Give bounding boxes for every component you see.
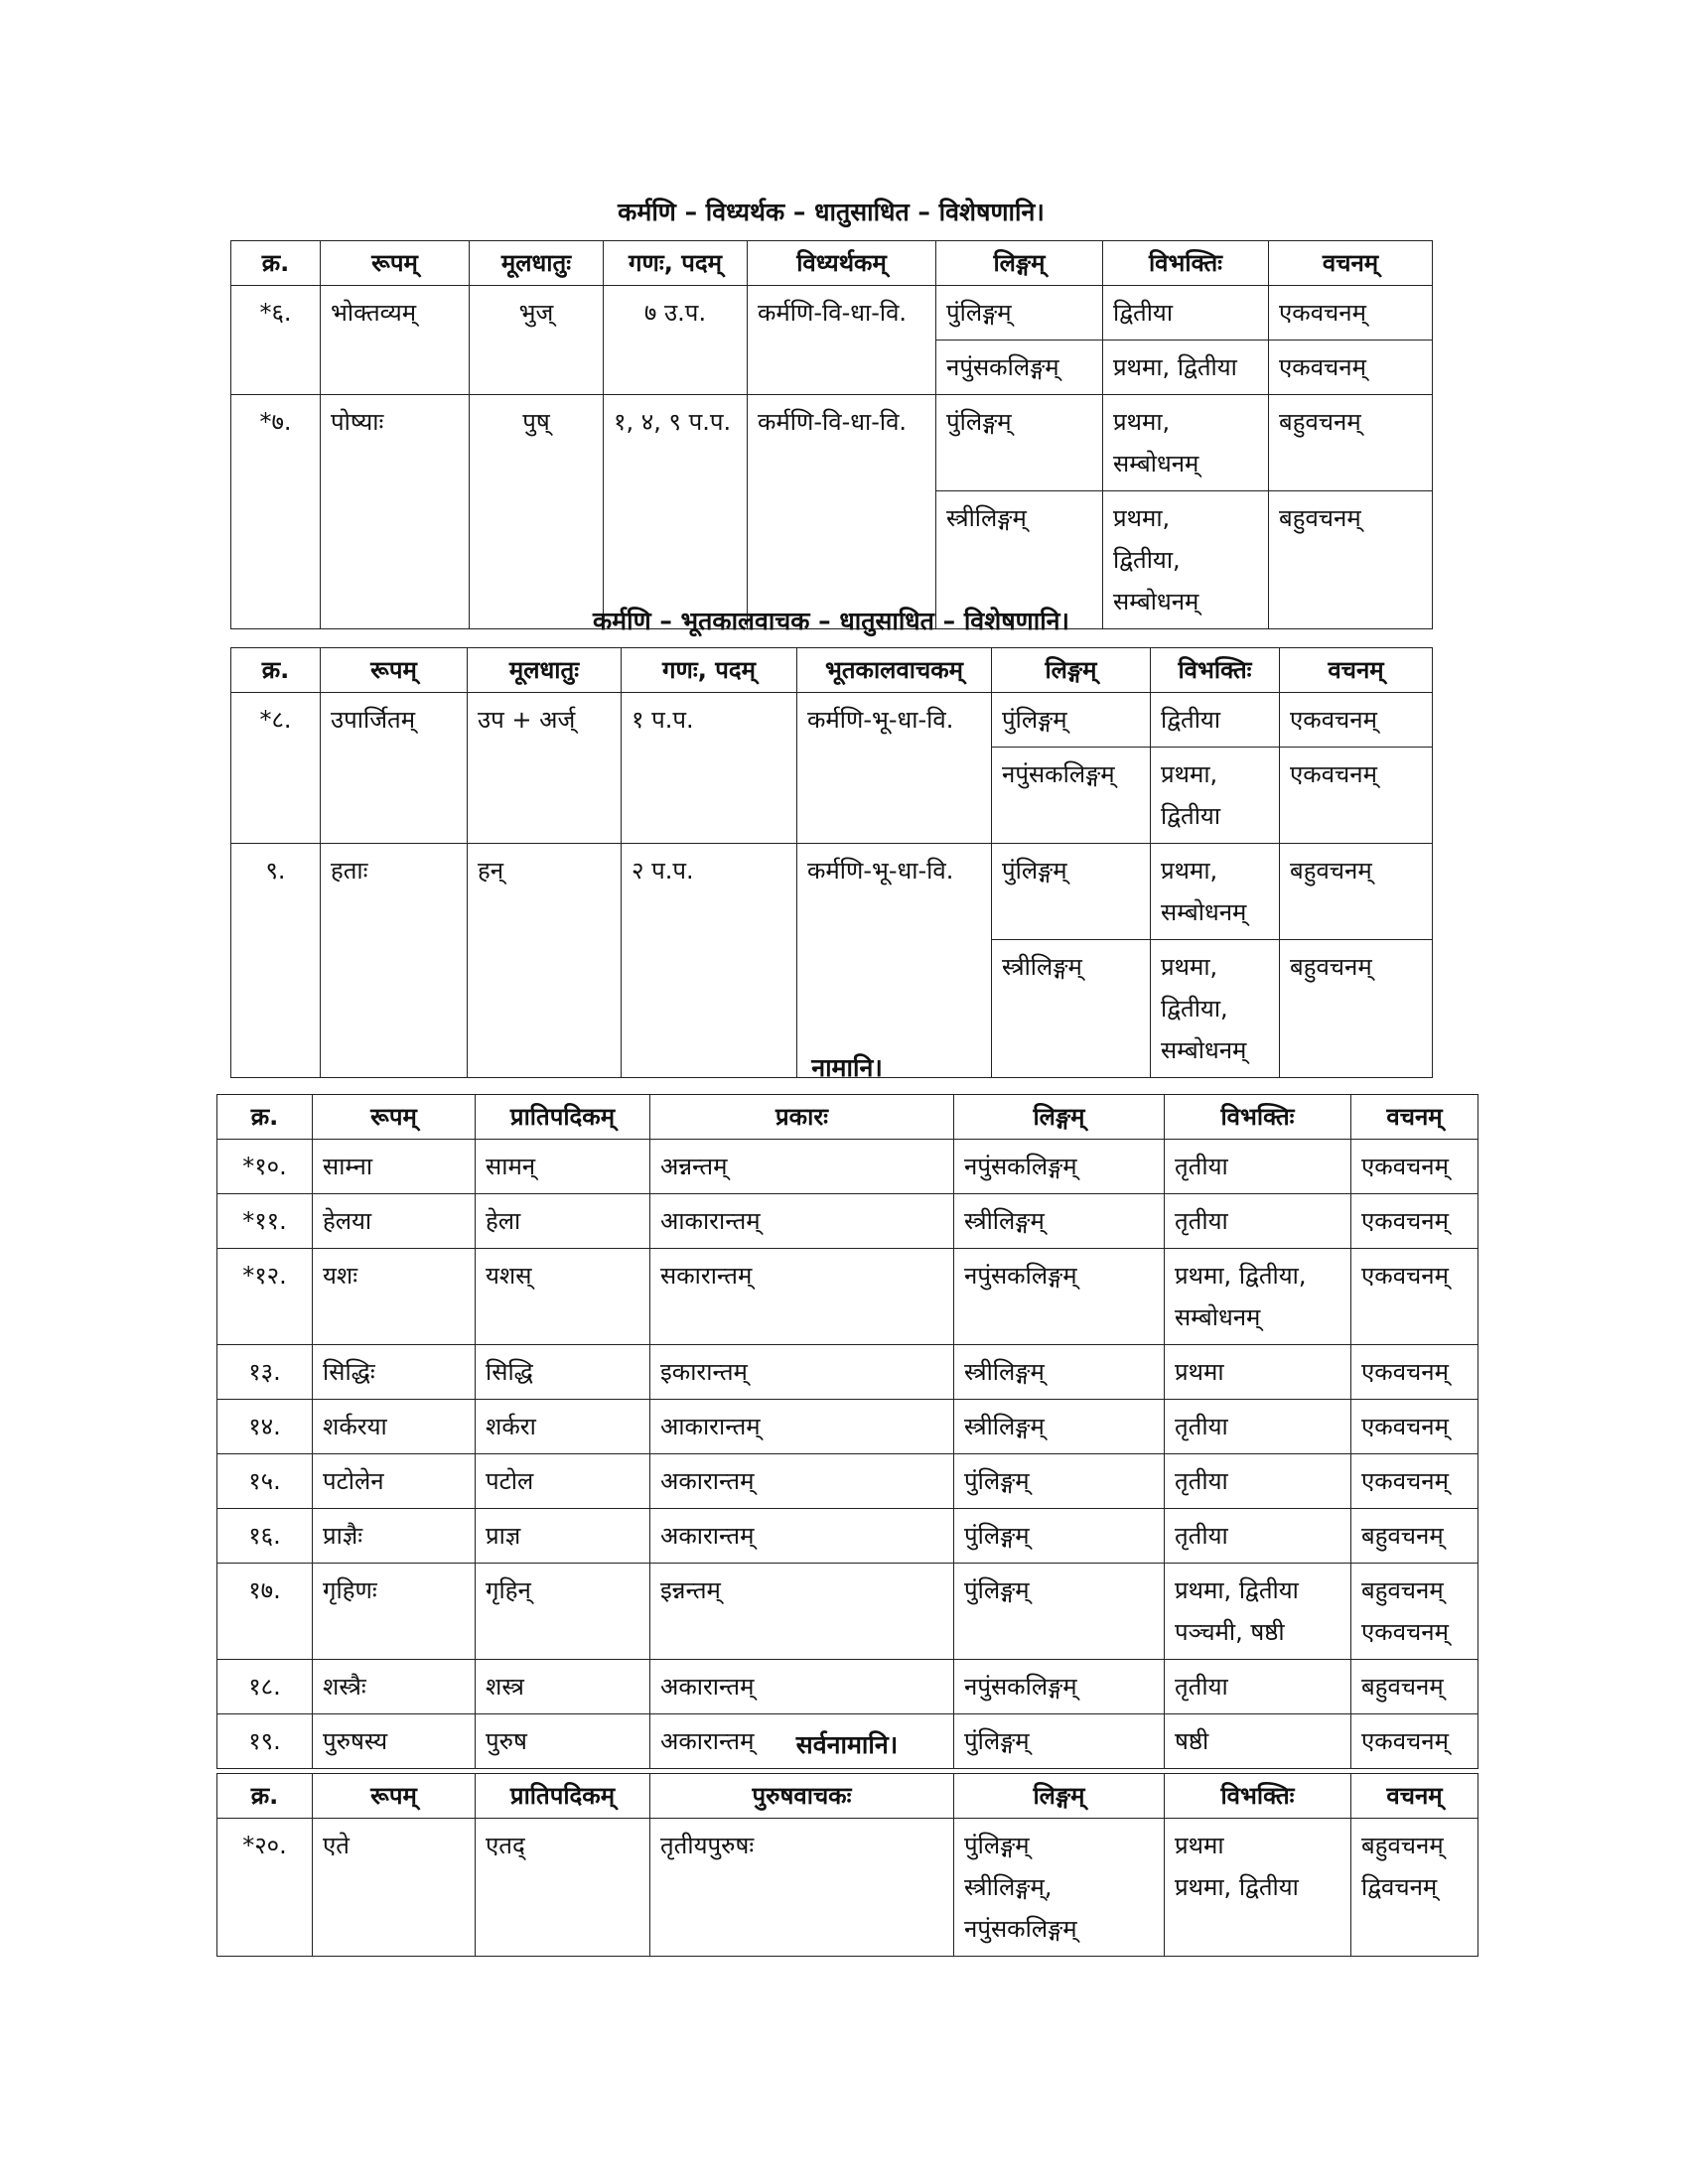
- form-cell: गृहिणः: [313, 1564, 476, 1660]
- gender-cell: नपुंसकलिङ्गम्: [936, 341, 1103, 395]
- gender-cell: नपुंसकलिङ्गम्: [992, 748, 1151, 844]
- gender-cell: स्त्रीलिङ्गम्: [936, 491, 1103, 629]
- stem-cell: पटोल: [476, 1454, 650, 1509]
- table-row: [231, 395, 1433, 491]
- table-karmani-vidhyarthaka: [230, 240, 1433, 629]
- col-header: लिङ्गम्: [936, 241, 1103, 286]
- col-header: रूपम्: [321, 241, 470, 286]
- case-text: प्रथमा,: [1113, 408, 1171, 436]
- type-cell: इकारान्तम्: [650, 1345, 954, 1400]
- case-cell: [1103, 341, 1269, 395]
- case-cell: [1103, 286, 1269, 341]
- gender-cell: पुंलिङ्गम्: [954, 1564, 1165, 1660]
- case-text: प्रथमा,: [1161, 857, 1218, 885]
- case-cell: [1165, 1140, 1351, 1194]
- type-cell: कर्मणि-भू-धा-वि.: [797, 844, 992, 1078]
- gana-cell: १, ४, ९ प.प.: [604, 395, 748, 629]
- number-text: द्विवचनम्: [1361, 1873, 1438, 1901]
- col-header: गणः, पदम्: [622, 648, 797, 693]
- form-cell: यशः: [313, 1249, 476, 1345]
- col-header: रूपम्: [313, 1095, 476, 1140]
- number-text: एकवचनम्: [1361, 1153, 1449, 1180]
- stem-cell: यशस्: [476, 1249, 650, 1345]
- col-header: वचनम्: [1351, 1774, 1478, 1819]
- table-row: [217, 1660, 1478, 1714]
- case-cell: [1165, 1345, 1351, 1400]
- form-cell: साम्ना: [313, 1140, 476, 1194]
- form-cell: शर्करया: [313, 1400, 476, 1454]
- case-text: तृतीया: [1175, 1522, 1228, 1550]
- case-text: प्रथमा,: [1161, 953, 1218, 981]
- number-text: बहुवचनम्: [1279, 504, 1361, 532]
- form-cell: भोक्तव्यम्: [321, 286, 470, 395]
- case-cell: [1165, 1564, 1351, 1660]
- gana-cell: ७ उ.प.: [604, 286, 748, 395]
- type-cell: कर्मणि-वि-धा-वि.: [748, 286, 936, 395]
- serial-cell: १४.: [217, 1400, 313, 1454]
- number-cell: [1280, 693, 1433, 748]
- number-cell: [1351, 1194, 1478, 1249]
- case-text: द्वितीया: [1113, 299, 1174, 327]
- type-cell: अकारान्तम्: [650, 1454, 954, 1509]
- serial-cell: १६.: [217, 1509, 313, 1564]
- table-row: [217, 1400, 1478, 1454]
- case-text: तृतीया: [1175, 1673, 1228, 1701]
- serial-cell: १३.: [217, 1345, 313, 1400]
- col-header: विभक्तिः: [1165, 1095, 1351, 1140]
- number-text: एकवचनम्: [1361, 1467, 1449, 1495]
- number-text: एकवचनम्: [1361, 1727, 1449, 1755]
- col-header: पुरुषवाचकः: [650, 1774, 954, 1819]
- col-header: लिङ्गम्: [954, 1095, 1165, 1140]
- col-header: गणः, पदम्: [604, 241, 748, 286]
- form-cell: पोष्याः: [321, 395, 470, 629]
- gender-cell: पुंलिङ्गम्: [992, 844, 1151, 940]
- number-text: एकवचनम्: [1361, 1262, 1449, 1290]
- col-header: विभक्तिः: [1151, 648, 1280, 693]
- number-cell: [1351, 1819, 1478, 1957]
- case-text: प्रथमा: [1175, 1832, 1224, 1859]
- table-row: [217, 1819, 1478, 1957]
- case-text: प्रथमा, द्वितीया: [1175, 1873, 1299, 1901]
- type-cell: कर्मणि-भू-धा-वि.: [797, 693, 992, 844]
- root-cell: भुज्: [470, 286, 604, 395]
- col-header: क्र.: [217, 1774, 313, 1819]
- gender-cell: [954, 1819, 1165, 1957]
- type-cell: अन्नन्तम्: [650, 1140, 954, 1194]
- root-cell: हन्: [468, 844, 622, 1078]
- gender-cell: स्त्रीलिङ्गम्: [954, 1400, 1165, 1454]
- col-header: भूतकालवाचकम्: [797, 648, 992, 693]
- number-cell: [1351, 1345, 1478, 1400]
- number-cell: [1269, 286, 1433, 341]
- stem-cell: शर्करा: [476, 1400, 650, 1454]
- gender-cell: स्त्रीलिङ्गम्: [954, 1194, 1165, 1249]
- number-cell: [1280, 844, 1433, 940]
- case-cell: [1165, 1509, 1351, 1564]
- case-text: षष्ठी: [1175, 1727, 1209, 1755]
- serial-cell: १५.: [217, 1454, 313, 1509]
- serial-cell: *११.: [217, 1194, 313, 1249]
- number-text: बहुवचनम्: [1279, 408, 1361, 436]
- case-cell: [1165, 1819, 1351, 1957]
- col-header: प्रकारः: [650, 1095, 954, 1140]
- number-text: एकवचनम्: [1361, 1207, 1449, 1235]
- number-cell: [1280, 748, 1433, 844]
- form-cell: पटोलेन: [313, 1454, 476, 1509]
- number-text: बहुवचनम्: [1361, 1522, 1444, 1550]
- type-cell: कर्मणि-वि-धा-वि.: [748, 395, 936, 629]
- form-cell: हताः: [321, 844, 468, 1078]
- case-text: तृतीया: [1175, 1467, 1228, 1495]
- serial-cell: ९.: [231, 844, 321, 1078]
- table-row: [231, 844, 1433, 940]
- form-cell: शस्त्रैः: [313, 1660, 476, 1714]
- col-header: वचनम्: [1351, 1095, 1478, 1140]
- case-text: प्रथमा, द्वितीया,: [1175, 1262, 1307, 1290]
- col-header: लिङ्गम्: [954, 1774, 1165, 1819]
- number-text: बहुवचनम्: [1361, 1832, 1444, 1859]
- serial-cell: *८.: [231, 693, 321, 844]
- case-text: द्वितीया: [1161, 802, 1221, 830]
- gender-cell: स्त्रीलिङ्गम्: [954, 1345, 1165, 1400]
- type-cell: अकारान्तम्: [650, 1509, 954, 1564]
- case-cell: [1165, 1194, 1351, 1249]
- form-cell: प्राज्ञैः: [313, 1509, 476, 1564]
- type-cell: आकारान्तम्: [650, 1194, 954, 1249]
- col-header: लिङ्गम्: [992, 648, 1151, 693]
- case-text: सम्बोधनम्: [1175, 1303, 1261, 1331]
- number-cell: [1351, 1454, 1478, 1509]
- case-text: द्वितीया,: [1161, 995, 1228, 1023]
- gender-cell: पुंलिङ्गम्: [936, 395, 1103, 491]
- number-text: एकवचनम्: [1361, 1413, 1449, 1440]
- table-row: [231, 286, 1433, 341]
- col-header: मूलधातुः: [470, 241, 604, 286]
- case-cell: [1165, 1454, 1351, 1509]
- number-cell: [1351, 1509, 1478, 1564]
- col-header: क्र.: [217, 1095, 313, 1140]
- serial-cell: *७.: [231, 395, 321, 629]
- serial-cell: *६.: [231, 286, 321, 395]
- stem-cell: गृहिन्: [476, 1564, 650, 1660]
- number-cell: [1351, 1140, 1478, 1194]
- serial-cell: १७.: [217, 1564, 313, 1660]
- case-text: प्रथमा: [1175, 1358, 1224, 1386]
- header-row: [231, 648, 1433, 693]
- table-row: [217, 1454, 1478, 1509]
- gana-cell: २ प.प.: [622, 844, 797, 1078]
- case-cell: [1165, 1400, 1351, 1454]
- gender-text: नपुंसकलिङ्गम्: [964, 1915, 1077, 1943]
- gender-text: स्त्रीलिङ्गम्,: [964, 1873, 1053, 1901]
- table-row: [217, 1249, 1478, 1345]
- table-karmani-bhutakala: [230, 647, 1433, 1078]
- case-cell: [1165, 1249, 1351, 1345]
- case-text: प्रथमा,: [1113, 504, 1171, 532]
- serial-cell: १९.: [217, 1714, 313, 1769]
- case-text: तृतीया: [1175, 1153, 1228, 1180]
- section-title-3: नामानि।: [811, 1053, 883, 1082]
- gana-cell: १ प.प.: [622, 693, 797, 844]
- col-header: प्रातिपदिकम्: [476, 1774, 650, 1819]
- col-header: क्र.: [231, 241, 321, 286]
- number-text: एकवचनम्: [1290, 760, 1377, 788]
- gender-cell: स्त्रीलिङ्गम्: [992, 940, 1151, 1078]
- header-row: [217, 1095, 1478, 1140]
- case-text: सम्बोधनम्: [1161, 1036, 1247, 1064]
- col-header: वचनम्: [1280, 648, 1433, 693]
- number-text: बहुवचनम्: [1290, 953, 1372, 981]
- table-row: [217, 1345, 1478, 1400]
- table-row: [217, 1140, 1478, 1194]
- type-cell: अकारान्तम्: [650, 1714, 954, 1769]
- col-header: विभक्तिः: [1165, 1774, 1351, 1819]
- gender-text: पुंलिङ्गम्: [964, 1832, 1030, 1859]
- type-cell: आकारान्तम्: [650, 1400, 954, 1454]
- case-text: पञ्चमी, षष्ठी: [1175, 1618, 1285, 1646]
- section-title-4: सर्वनामानि।: [795, 1730, 899, 1759]
- col-header: मूलधातुः: [468, 648, 622, 693]
- number-text: एकवचनम्: [1361, 1618, 1449, 1646]
- root-cell: उप + अर्ज्: [468, 693, 622, 844]
- case-text: द्वितीया,: [1113, 546, 1181, 574]
- root-cell: पुष्: [470, 395, 604, 629]
- person-cell: तृतीयपुरुषः: [650, 1819, 954, 1957]
- number-text: एकवचनम्: [1290, 706, 1377, 734]
- case-cell: [1165, 1660, 1351, 1714]
- case-text: प्रथमा,: [1161, 760, 1218, 788]
- number-text: एकवचनम्: [1279, 353, 1366, 381]
- number-text: एकवचनम्: [1279, 299, 1366, 327]
- table-row: [231, 693, 1433, 748]
- stem-cell: सामन्: [476, 1140, 650, 1194]
- stem-cell: सिद्धि: [476, 1345, 650, 1400]
- table-namani: [216, 1094, 1478, 1769]
- form-cell: हेलया: [313, 1194, 476, 1249]
- table-row: [217, 1509, 1478, 1564]
- case-text: तृतीया: [1175, 1207, 1228, 1235]
- number-cell: [1269, 395, 1433, 491]
- gender-cell: नपुंसकलिङ्गम्: [954, 1140, 1165, 1194]
- col-header: वचनम्: [1269, 241, 1433, 286]
- number-text: बहुवचनम्: [1361, 1576, 1444, 1604]
- serial-cell: *१२.: [217, 1249, 313, 1345]
- number-text: बहुवचनम्: [1361, 1673, 1444, 1701]
- form-cell: पुरुषस्य: [313, 1714, 476, 1769]
- header-row: [231, 241, 1433, 286]
- gender-cell: नपुंसकलिङ्गम्: [954, 1249, 1165, 1345]
- case-text: तृतीया: [1175, 1413, 1228, 1440]
- type-cell: सकारान्तम्: [650, 1249, 954, 1345]
- type-cell: इन्नन्तम्: [650, 1564, 954, 1660]
- case-cell: [1151, 693, 1280, 748]
- gender-cell: पुंलिङ्गम्: [936, 286, 1103, 341]
- gender-cell: पुंलिङ्गम्: [954, 1714, 1165, 1769]
- gender-cell: पुंलिङ्गम्: [954, 1509, 1165, 1564]
- col-header: विभक्तिः: [1103, 241, 1269, 286]
- number-cell: [1351, 1564, 1478, 1660]
- stem-cell: एतद्: [476, 1819, 650, 1957]
- col-header: क्र.: [231, 648, 321, 693]
- case-text: सम्बोधनम्: [1113, 450, 1199, 478]
- number-cell: [1269, 341, 1433, 395]
- case-cell: [1151, 748, 1280, 844]
- case-cell: [1103, 395, 1269, 491]
- serial-cell: *१०.: [217, 1140, 313, 1194]
- case-text: प्रथमा, द्वितीया: [1175, 1576, 1299, 1604]
- case-text: सम्बोधनम्: [1161, 898, 1247, 926]
- col-header: प्रातिपदिकम्: [476, 1095, 650, 1140]
- stem-cell: प्राज्ञ: [476, 1509, 650, 1564]
- stem-cell: हेला: [476, 1194, 650, 1249]
- col-header: रूपम्: [313, 1774, 476, 1819]
- number-cell: [1351, 1249, 1478, 1345]
- case-text: प्रथमा, द्वितीया: [1113, 353, 1237, 381]
- case-cell: [1151, 844, 1280, 940]
- number-cell: [1351, 1400, 1478, 1454]
- case-text: सम्बोधनम्: [1113, 588, 1199, 615]
- form-cell: उपार्जितम्: [321, 693, 468, 844]
- form-cell: सिद्धिः: [313, 1345, 476, 1400]
- serial-cell: *२०.: [217, 1819, 313, 1957]
- table-row: [217, 1564, 1478, 1660]
- gender-cell: पुंलिङ्गम्: [954, 1454, 1165, 1509]
- stem-cell: शस्त्र: [476, 1660, 650, 1714]
- header-row: [217, 1774, 1478, 1819]
- gender-cell: नपुंसकलिङ्गम्: [954, 1660, 1165, 1714]
- case-text: द्वितीया: [1161, 706, 1221, 734]
- gender-cell: पुंलिङ्गम्: [992, 693, 1151, 748]
- stem-cell: पुरुष: [476, 1714, 650, 1769]
- serial-cell: १८.: [217, 1660, 313, 1714]
- col-header: रूपम्: [321, 648, 468, 693]
- type-cell: अकारान्तम्: [650, 1660, 954, 1714]
- number-cell: [1351, 1660, 1478, 1714]
- table-sarvanamani: [216, 1773, 1478, 1957]
- col-header: विध्यर्थकम्: [748, 241, 936, 286]
- number-text: बहुवचनम्: [1290, 857, 1372, 885]
- table-row: [217, 1194, 1478, 1249]
- form-cell: एते: [313, 1819, 476, 1957]
- number-text: एकवचनम्: [1361, 1358, 1449, 1386]
- section-title-2: कर्मणि – भूतकालवाचक – धातुसाधित – विशेषणानि।: [592, 607, 1070, 635]
- section-title-1: कर्मणि – विध्यर्थक – धातुसाधित – विशेषणानि।: [618, 198, 1045, 226]
